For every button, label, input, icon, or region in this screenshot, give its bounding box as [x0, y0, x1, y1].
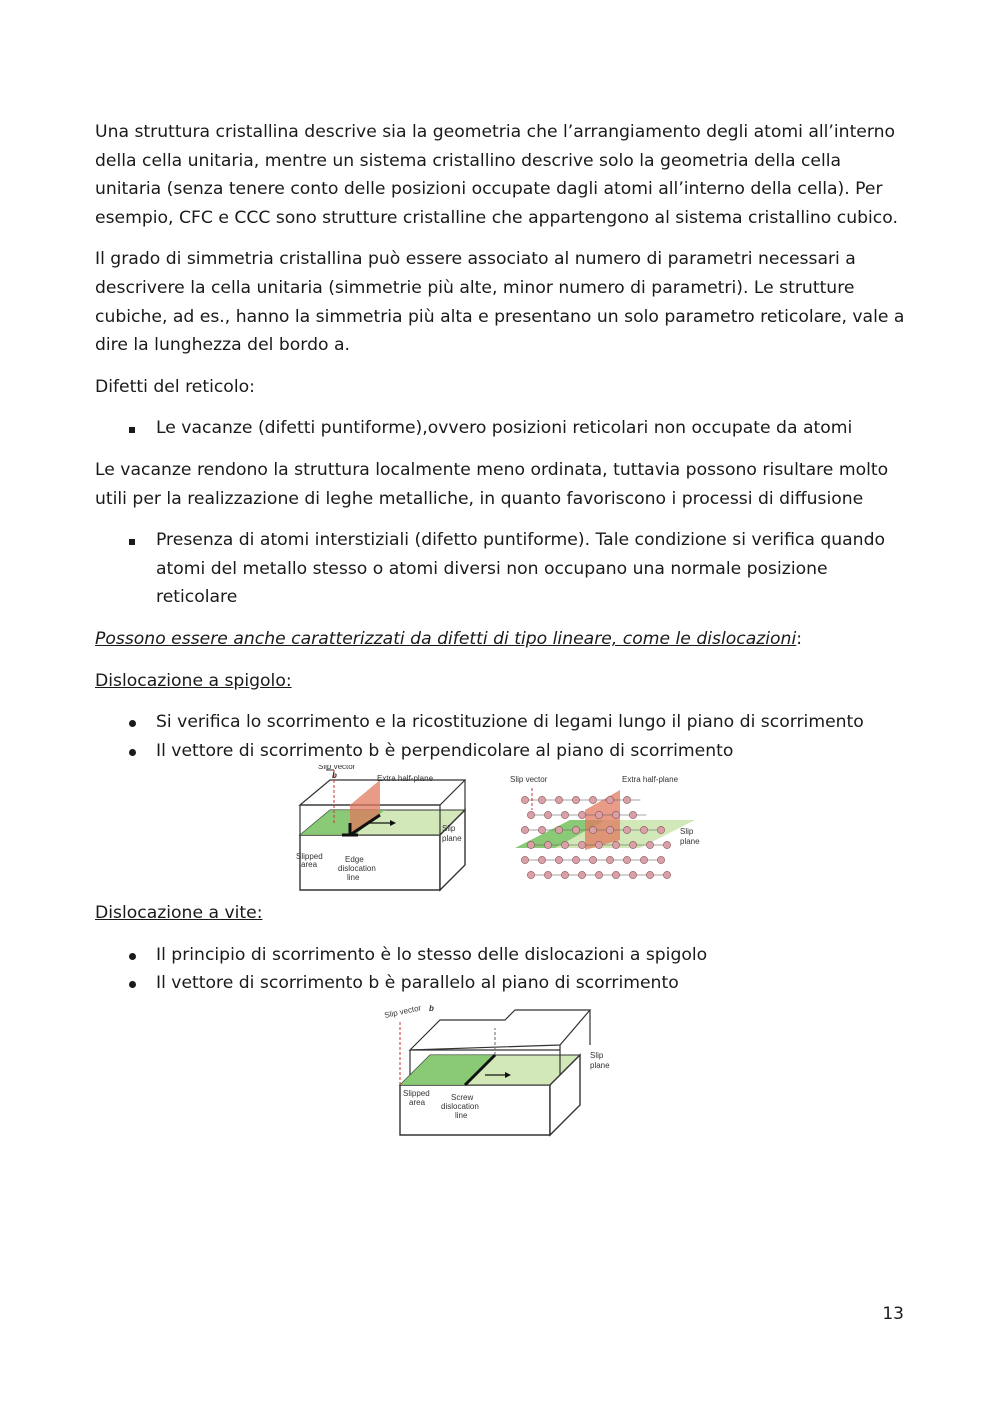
square-bullet-icon: [129, 427, 135, 433]
plane-label: plane: [680, 837, 700, 847]
paragraph-vacancies: Le vacanze rendono la struttura localmente meno ordinata, tuttavia possono risultare molto utili per la realizzazione di leghe metalliche, in quanto favoriscono i processi di diffusione: [95, 459, 889, 509]
round-bullet-icon: [129, 953, 136, 960]
atom-dot: [578, 812, 585, 819]
atom-dot: [640, 827, 647, 834]
paragraph-lattice-defects-heading: Difetti del reticolo:: [95, 376, 255, 397]
atom-dot: [572, 827, 579, 834]
slipped-label: Slipped: [296, 852, 323, 862]
atom-dot: [561, 812, 568, 819]
atom-dot: [538, 857, 545, 864]
b-label: b: [429, 1004, 434, 1014]
edge-dislocation-block: [296, 765, 465, 890]
atom-dot: [521, 827, 528, 834]
atom-dot: [606, 857, 613, 864]
atom-dot: [589, 797, 596, 804]
list-vacancies: [95, 414, 910, 443]
slip-vector-label: Slip vector: [383, 1003, 422, 1021]
atom-dot: [623, 797, 630, 804]
atom-dot: [521, 797, 528, 804]
slip-label: Slip: [680, 827, 694, 837]
edge-dislocation-diagram: [95, 765, 910, 905]
document-body: [95, 118, 910, 1148]
area-label: area: [409, 1098, 426, 1108]
line-label: line: [347, 873, 360, 883]
atom-dot: [544, 842, 551, 849]
atom-dot: [595, 812, 602, 819]
atom-dot: [657, 857, 664, 864]
atom-dot: [606, 797, 613, 804]
atom-dot: [663, 842, 670, 849]
edge-dislocation-figures: [95, 765, 910, 905]
list-item: Le vacanze (difetti puntiforme),ovvero posizioni reticolari non occupate da atomi: [95, 414, 910, 443]
atom-dot: [527, 872, 534, 879]
page-number: 13: [882, 1304, 904, 1324]
edge-label: Edge: [345, 855, 364, 865]
atom-dot: [527, 842, 534, 849]
atom-dot: [544, 872, 551, 879]
atom-dot: [538, 827, 545, 834]
round-bullet-icon: [129, 981, 136, 988]
atom-dot: [612, 812, 619, 819]
list-item: Si verifica lo scorrimento e la ricostituzione di legami lungo il piano di scorrimento: [95, 708, 910, 737]
edge-dislocation-heading: Dislocazione a spigolo:: [95, 670, 292, 691]
atom-dot: [629, 842, 636, 849]
paragraph-linear-defects: Possono essere anche caratterizzati da difetti di tipo lineare, come le dislocazioni:: [95, 628, 803, 649]
list-item: Il vettore di scorrimento b è parallelo al piano di scorrimento: [95, 969, 910, 998]
slip-vector-label: Slip vector: [318, 765, 356, 772]
extra-half-plane-label: Extra half-plane: [377, 774, 434, 784]
atom-dot: [578, 872, 585, 879]
atom-dot: [629, 812, 636, 819]
atom-dot: [578, 842, 585, 849]
paragraph-crystal-structure: Una struttura cristallina descrive sia la geometria che l’arrangiamento degli atomi all’interno della cella unitaria, mentre un sistema cristallino descrive solo la geometria della cella unitaria (senza tenere conto delle posizioni occupate dagli atomi all’interno della cella). Per esempio, CFC e CCC sono strutture cristalline che appartengono al sistema cristallino cubico.: [95, 122, 898, 228]
plane-label: plane: [442, 834, 462, 844]
round-bullet-icon: [129, 720, 136, 727]
slipped-label: Slipped: [403, 1089, 430, 1099]
screw-dislocation-figure: [95, 998, 910, 1148]
b-label: b: [332, 771, 337, 781]
edge-dislocation-atomic-model: [510, 775, 700, 879]
atom-dot: [640, 857, 647, 864]
paragraph-symmetry: Il grado di simmetria cristallina può essere associato al numero di parametri necessari a descrivere la cella unitaria (simmetrie più alte, minor numero di parametri). Le strutture cubiche, ad es., hanno la simmetria più alta e presentano un solo parametro reticolare, vale a dire la lunghezza del bordo a.: [95, 249, 905, 356]
atom-dot: [629, 872, 636, 879]
atom-dot: [521, 857, 528, 864]
atom-dot: [572, 797, 579, 804]
list-item: Il vettore di scorrimento b è perpendicolare al piano di scorrimento: [95, 737, 910, 766]
slip-label: Slip: [442, 824, 456, 834]
slip-vector-label: Slip vector: [510, 775, 548, 785]
list-interstitials: [95, 526, 910, 612]
round-bullet-icon: [129, 749, 136, 756]
atom-dot: [595, 872, 602, 879]
dislocation-label: dislocation: [338, 864, 376, 874]
dislocation-label: dislocation: [441, 1102, 479, 1112]
slip-label: Slip: [590, 1051, 604, 1061]
atom-dot: [589, 827, 596, 834]
list-screw-dislocation: [95, 941, 910, 998]
atom-dot: [663, 872, 670, 879]
screw-label: Screw: [451, 1093, 474, 1103]
atom-dot: [612, 842, 619, 849]
screw-dislocation-block: [384, 1003, 611, 1135]
list-item: Presenza di atomi interstiziali (difetto puntiforme). Tale condizione si verifica quando atomi del metallo stesso o atomi diversi non occupano una normale posizione reticolare: [95, 526, 910, 612]
area-label: area: [301, 860, 318, 870]
atom-dot: [595, 842, 602, 849]
screw-dislocation-diagram: [95, 998, 910, 1148]
line-label: line: [455, 1111, 468, 1121]
atom-dot: [561, 842, 568, 849]
atom-dot: [623, 857, 630, 864]
atom-dot: [572, 857, 579, 864]
atom-dot: [646, 872, 653, 879]
atom-dot: [606, 827, 613, 834]
extra-half-plane-label: Extra half-plane: [622, 775, 679, 785]
atom-dot: [657, 827, 664, 834]
square-bullet-icon: [129, 539, 135, 545]
atom-dot: [561, 872, 568, 879]
atom-dot: [623, 827, 630, 834]
atom-dot: [555, 857, 562, 864]
atom-dot: [555, 797, 562, 804]
list-edge-dislocation: [95, 708, 910, 765]
atom-dot: [538, 797, 545, 804]
list-item: Il principio di scorrimento è lo stesso delle dislocazioni a spigolo: [95, 941, 910, 970]
screw-dislocation-heading: Dislocazione a vite:: [95, 903, 263, 924]
plane-label: plane: [590, 1061, 610, 1071]
atom-dot: [646, 842, 653, 849]
atom-dot: [555, 827, 562, 834]
atom-dot: [612, 872, 619, 879]
atom-dot: [589, 857, 596, 864]
atom-dot: [544, 812, 551, 819]
atom-dot: [527, 812, 534, 819]
